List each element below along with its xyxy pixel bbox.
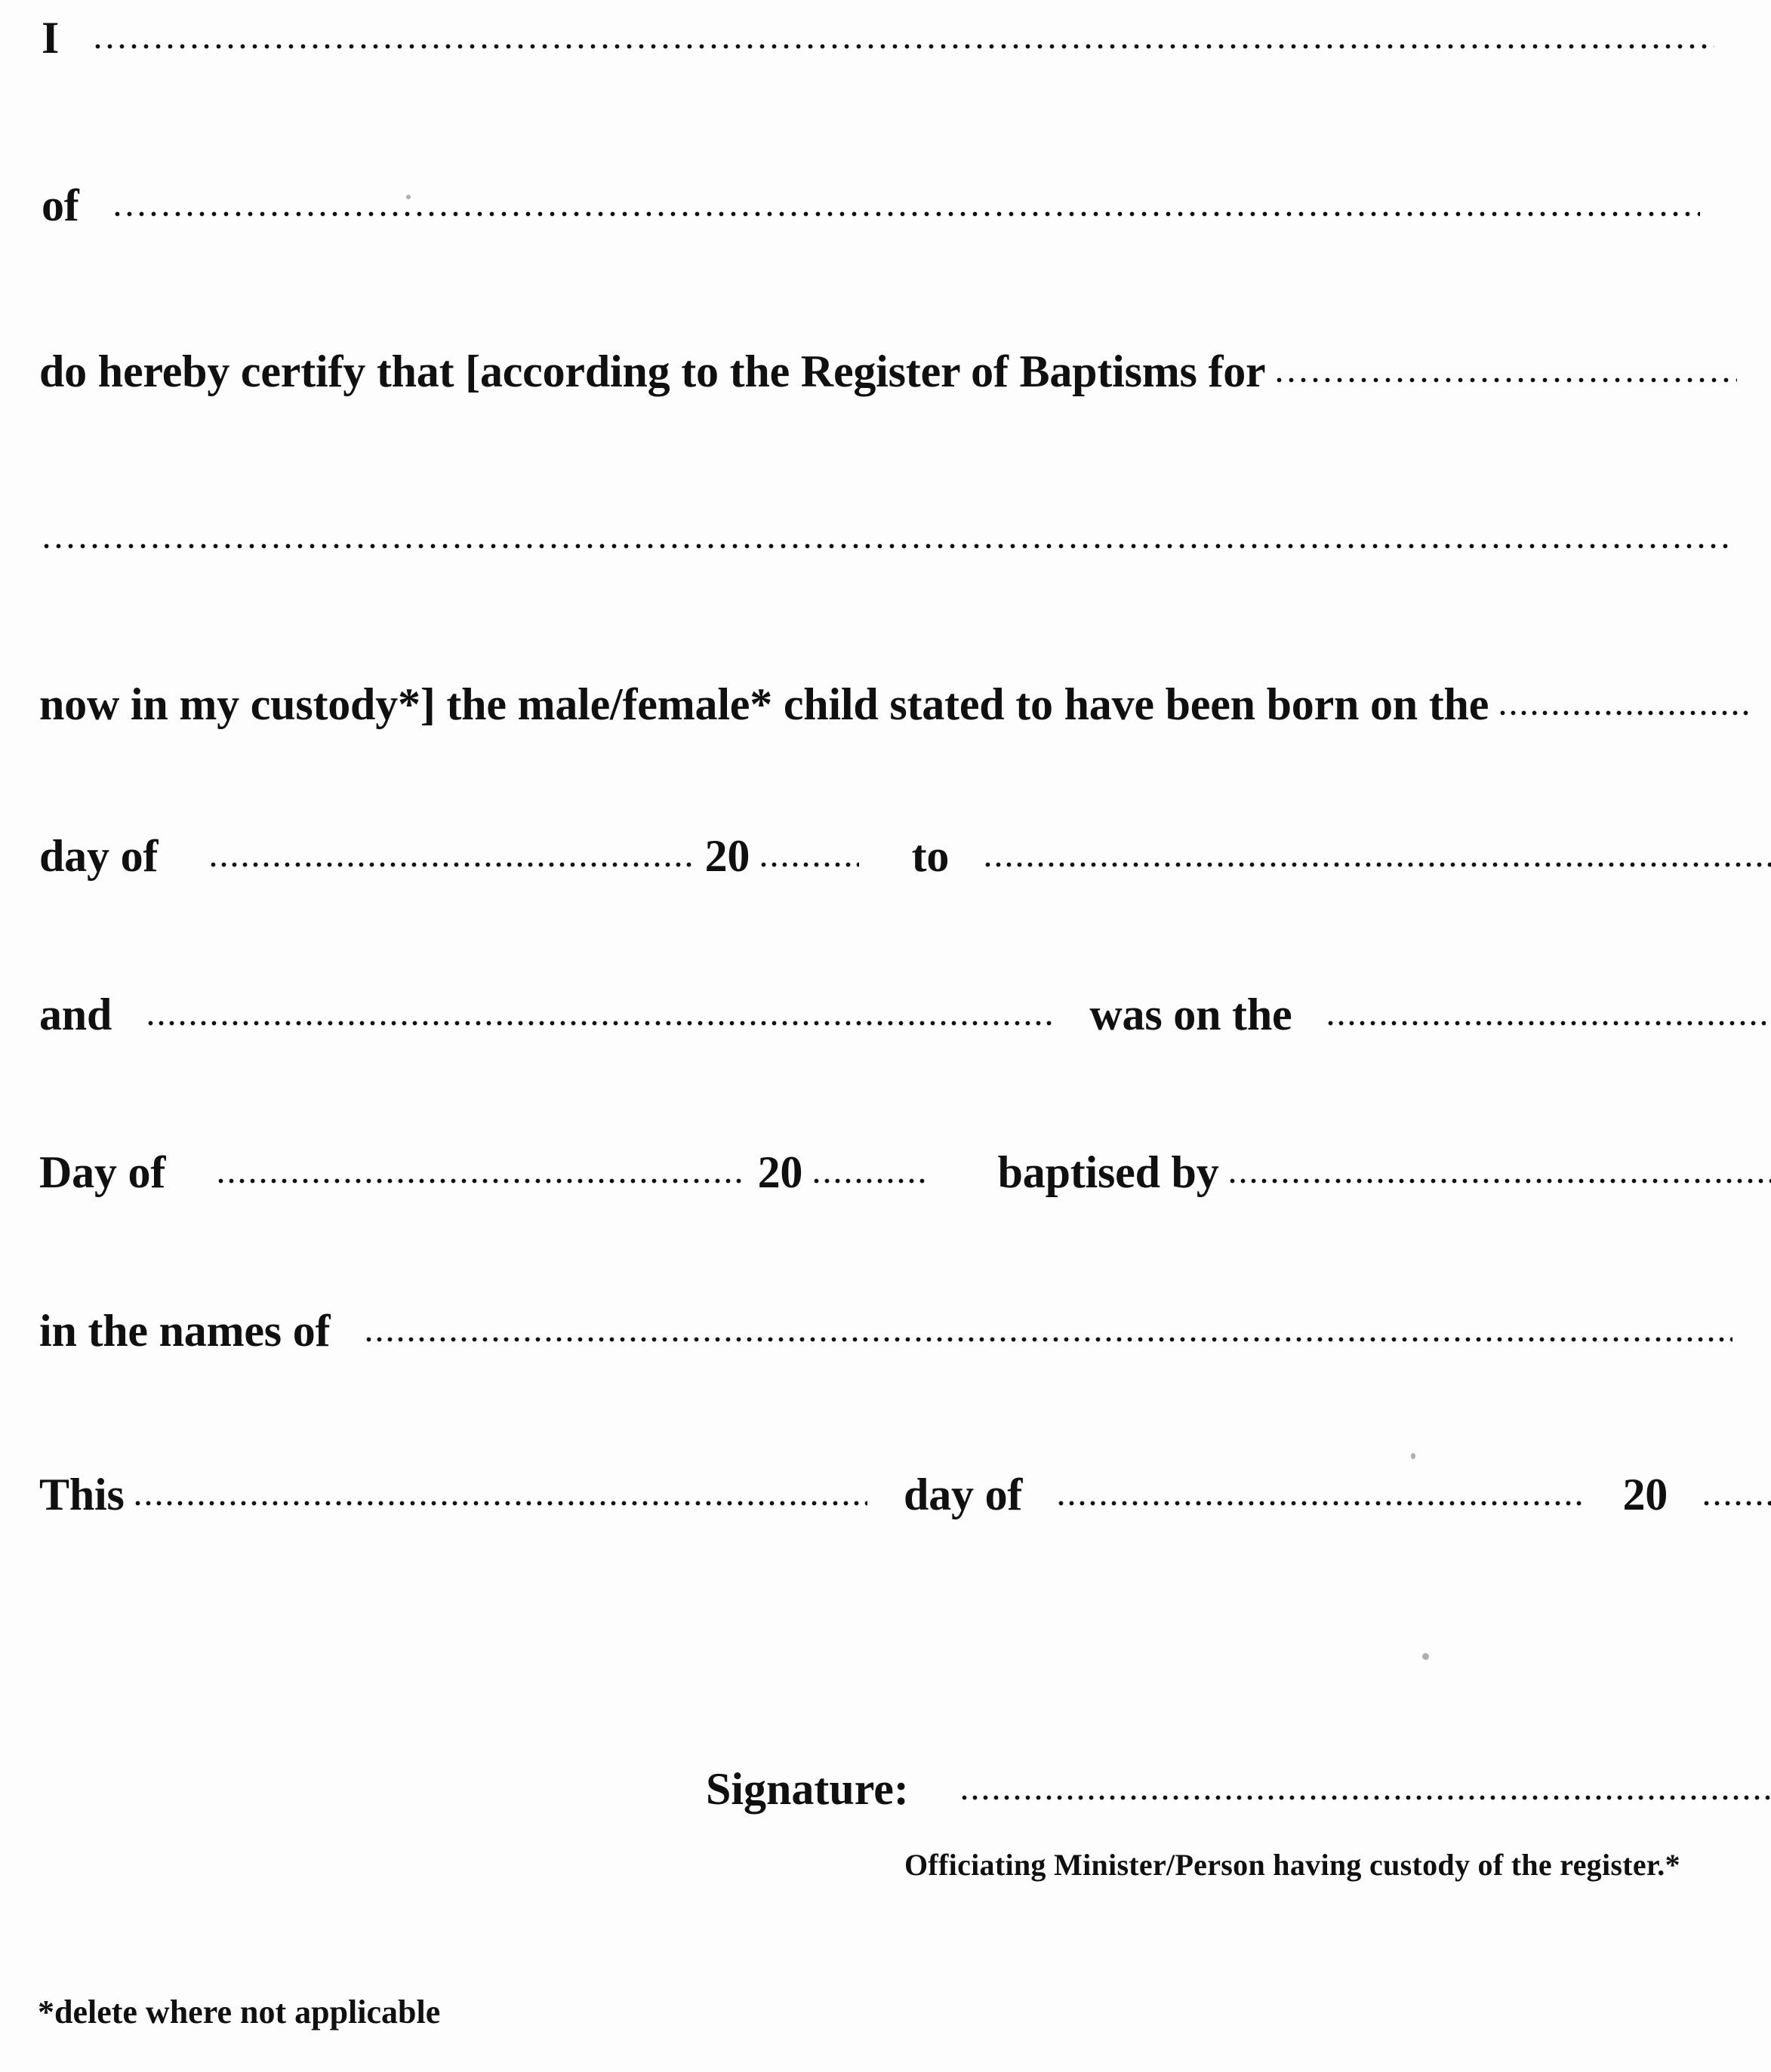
fill-in-line-signature[interactable] bbox=[962, 1759, 1771, 1804]
field-label-in-the-names-of: in the names of bbox=[39, 1306, 331, 1356]
form-line-name bbox=[42, 8, 1740, 63]
form-line-register-continued bbox=[44, 507, 1742, 560]
field-label-certify: do hereby certify that [according to the Register of Baptisms for bbox=[39, 346, 1266, 396]
form-line-names bbox=[39, 1301, 1745, 1356]
fill-in-line-baptism-year[interactable] bbox=[814, 1142, 927, 1187]
fill-in-line-cert-day[interactable] bbox=[135, 1464, 867, 1510]
field-label-day-of-cert: day of bbox=[904, 1470, 1023, 1519]
field-label-was-on-the: was on the bbox=[1089, 990, 1292, 1039]
signature-row bbox=[706, 1759, 1771, 1815]
scan-speck bbox=[1411, 1453, 1415, 1459]
footnote-delete-where-not-applicable: *delete where not applicable bbox=[38, 1993, 441, 2030]
field-label-of: of bbox=[42, 180, 79, 230]
scan-speck bbox=[1422, 1653, 1429, 1660]
field-label-day-of-capital: Day of bbox=[39, 1147, 166, 1197]
fill-in-line-register[interactable] bbox=[1277, 341, 1737, 386]
form-line-certify bbox=[39, 341, 1745, 394]
scan-speck bbox=[406, 195, 411, 199]
form-line-address bbox=[42, 175, 1740, 228]
fill-in-line-baptised-by[interactable] bbox=[1230, 1142, 1771, 1187]
form-line-baptism-date bbox=[39, 1142, 1745, 1195]
fill-in-line-birth-year[interactable] bbox=[761, 826, 859, 871]
form-line-custody bbox=[39, 674, 1745, 727]
fill-in-line-birth-day[interactable] bbox=[1500, 674, 1749, 719]
field-label-day-of: day of bbox=[39, 831, 159, 881]
field-label-signature: Signature: bbox=[706, 1764, 909, 1814]
form-line-certificate-date bbox=[39, 1464, 1745, 1517]
fill-in-line-birth-month[interactable] bbox=[211, 826, 694, 871]
fill-in-line-parent-two[interactable] bbox=[148, 984, 1054, 1030]
fill-in-line-parent-one[interactable] bbox=[985, 826, 1771, 871]
fill-in-line-cert-year[interactable] bbox=[1704, 1464, 1771, 1510]
form-line-birth-date bbox=[39, 826, 1745, 879]
fill-in-line-baptism-day[interactable] bbox=[1328, 984, 1766, 1030]
fill-in-line-cert-month[interactable] bbox=[1058, 1464, 1587, 1510]
field-label-year-prefix-cert: 20 bbox=[1622, 1470, 1668, 1519]
fill-in-line-name[interactable] bbox=[95, 8, 1714, 53]
field-label-year-prefix-birth: 20 bbox=[704, 831, 750, 881]
field-label-this: This bbox=[39, 1470, 125, 1519]
fill-in-line-address[interactable] bbox=[115, 175, 1700, 220]
field-label-baptised-by: baptised by bbox=[997, 1147, 1219, 1197]
field-label-year-prefix-baptism: 20 bbox=[757, 1147, 803, 1197]
field-label-custody: now in my custody*] the male/female* child stated to have been born on the bbox=[39, 679, 1489, 729]
form-line-parents bbox=[39, 984, 1745, 1037]
signature-caption: Officiating Minister/Person having custody of the register.* bbox=[904, 1848, 1680, 1882]
fill-in-line-register-continued[interactable] bbox=[44, 507, 1735, 553]
field-label-i: I bbox=[42, 13, 60, 63]
field-label-and: and bbox=[39, 990, 112, 1039]
field-label-to: to bbox=[911, 831, 950, 881]
fill-in-line-names[interactable] bbox=[366, 1301, 1732, 1346]
fill-in-line-baptism-month[interactable] bbox=[218, 1142, 747, 1187]
